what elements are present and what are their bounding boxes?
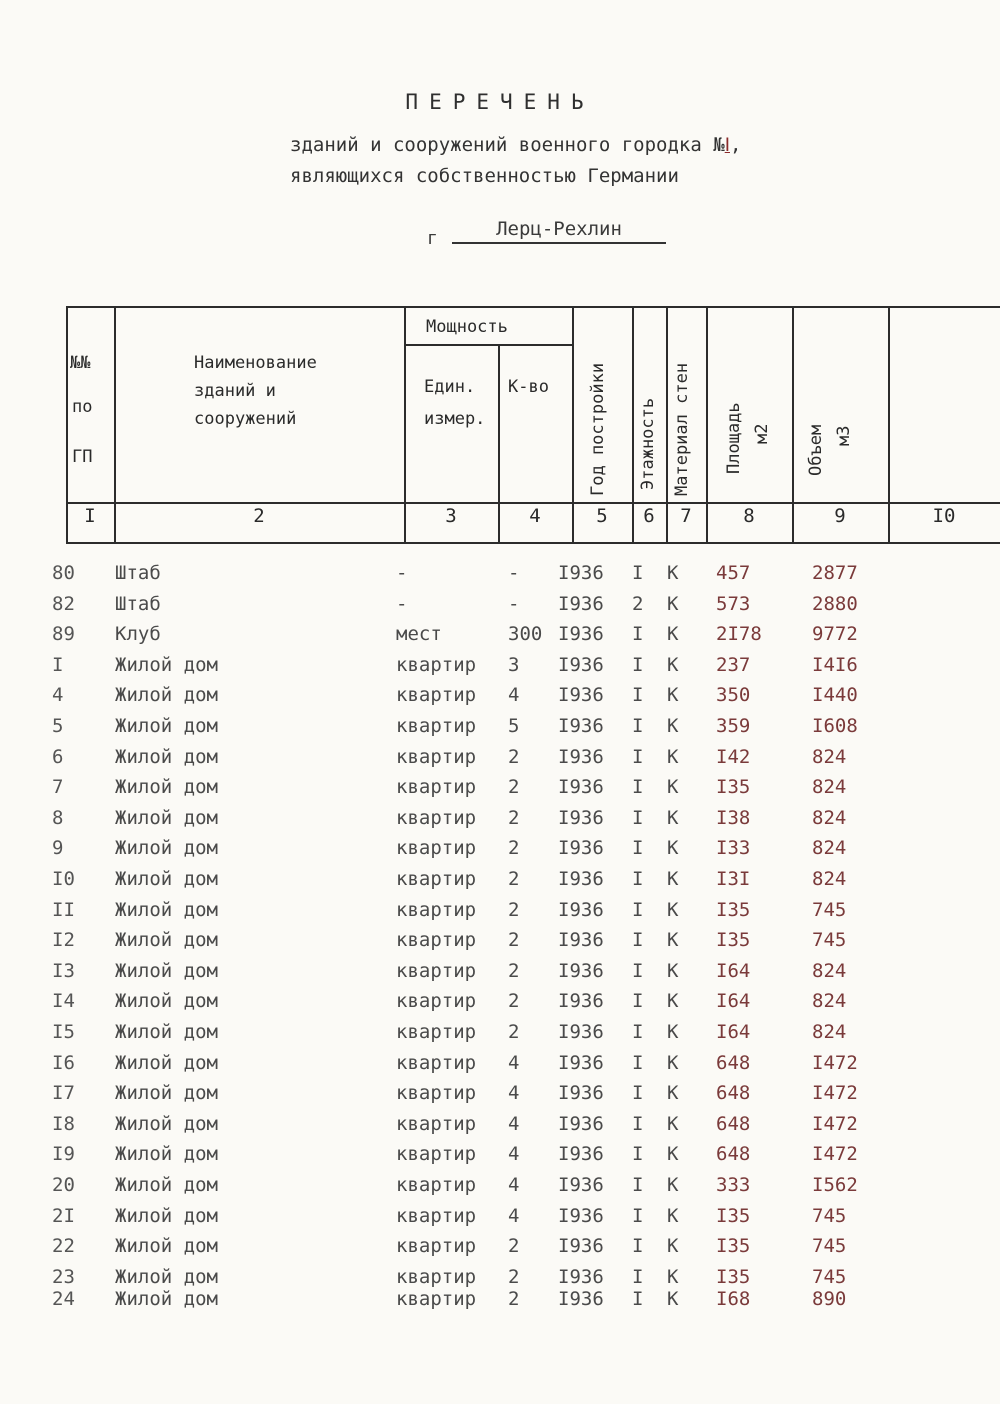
build-year: I936 bbox=[558, 837, 604, 860]
build-year: I936 bbox=[558, 868, 604, 890]
table-row bbox=[0, 1082, 1000, 1112]
area-m2: 333 bbox=[716, 1174, 751, 1196]
floors: I bbox=[632, 1082, 644, 1105]
building-name: Жилой дом bbox=[115, 684, 218, 707]
col-name-label-2: зданий и bbox=[194, 381, 276, 401]
quantity: 4 bbox=[508, 1174, 520, 1196]
building-name: Штаб bbox=[115, 592, 161, 615]
quantity: 2 bbox=[508, 776, 520, 799]
building-name: Штаб bbox=[115, 562, 161, 584]
unit-of-measure: мест bbox=[396, 623, 442, 646]
floors: I bbox=[632, 776, 644, 799]
table-row bbox=[0, 593, 1000, 623]
building-name: Жилой дом bbox=[115, 837, 218, 860]
area-m2: I64 bbox=[716, 1021, 751, 1043]
subtitle-text: зданий и сооружений военного городка № bbox=[290, 134, 725, 156]
floors: I bbox=[632, 1204, 644, 1227]
col-number: 6 bbox=[643, 505, 655, 527]
building-name: Жилой дом bbox=[115, 1204, 218, 1227]
building-name: Жилой дом bbox=[115, 1174, 218, 1196]
unit-of-measure: квартир bbox=[396, 806, 477, 829]
col-unit-label-1: Един. bbox=[424, 377, 476, 397]
col-name-label-3: сооружений bbox=[194, 409, 297, 429]
floors: I bbox=[632, 929, 644, 952]
col-name-label-1: Наименование bbox=[194, 353, 317, 373]
wall-material: К bbox=[667, 1051, 679, 1074]
building-name: Жилой дом bbox=[115, 715, 218, 737]
wall-material: К bbox=[667, 592, 679, 615]
table-row bbox=[0, 562, 1000, 592]
row-number: I7 bbox=[52, 1082, 75, 1105]
build-year: I936 bbox=[558, 1204, 604, 1227]
quantity: 4 bbox=[508, 1051, 520, 1074]
table-row bbox=[0, 1235, 1000, 1265]
build-year: I936 bbox=[558, 806, 604, 829]
unit-of-measure: квартир bbox=[396, 1112, 477, 1135]
volume-m3: 824 bbox=[812, 837, 847, 860]
header-bottom-line bbox=[66, 542, 1000, 544]
quantity: 4 bbox=[508, 684, 520, 707]
row-number: 9 bbox=[52, 837, 64, 860]
build-year: I936 bbox=[558, 1174, 604, 1196]
building-name: Жилой дом bbox=[115, 653, 218, 676]
area-m2: I35 bbox=[716, 1235, 751, 1258]
floors: I bbox=[632, 653, 644, 676]
row-number: I6 bbox=[52, 1051, 75, 1074]
wall-material: К bbox=[667, 898, 679, 921]
col-volume-label-2: м3 bbox=[834, 425, 854, 446]
table-row bbox=[0, 776, 1000, 806]
row-number: 24 bbox=[52, 1288, 75, 1311]
unit-of-measure: квартир bbox=[396, 745, 477, 768]
quantity: 4 bbox=[508, 1204, 520, 1227]
wall-material: К bbox=[667, 868, 679, 890]
wall-material: К bbox=[667, 1082, 679, 1105]
quantity: 300 bbox=[508, 623, 543, 646]
col-number: I0 bbox=[932, 505, 956, 527]
build-year: I936 bbox=[558, 623, 604, 646]
row-number: 82 bbox=[52, 592, 75, 615]
town-number: I bbox=[724, 135, 730, 156]
building-name: Жилой дом bbox=[115, 1143, 218, 1166]
wall-material: К bbox=[667, 1265, 679, 1288]
volume-m3: 890 bbox=[812, 1288, 847, 1311]
row-number: 23 bbox=[52, 1265, 75, 1288]
col-number: 4 bbox=[529, 505, 541, 527]
unit-of-measure: - bbox=[396, 592, 408, 615]
build-year: I936 bbox=[558, 1112, 604, 1135]
floors: 2 bbox=[632, 592, 644, 615]
area-m2: I64 bbox=[716, 959, 751, 982]
unit-of-measure: квартир bbox=[396, 1288, 477, 1311]
unit-of-measure: квартир bbox=[396, 837, 477, 860]
row-number: I4 bbox=[52, 990, 75, 1013]
unit-of-measure: квартир bbox=[396, 868, 477, 890]
volume-m3: I608 bbox=[812, 715, 858, 737]
area-m2: I35 bbox=[716, 776, 751, 799]
unit-of-measure: квартир bbox=[396, 1174, 477, 1196]
city-prefix: г bbox=[427, 228, 438, 249]
volume-m3: 745 bbox=[812, 1204, 847, 1227]
table-row bbox=[0, 929, 1000, 959]
area-m2: I35 bbox=[716, 1265, 751, 1288]
table-row bbox=[0, 715, 1000, 745]
quantity: 2 bbox=[508, 837, 520, 860]
volume-m3: I562 bbox=[812, 1174, 858, 1196]
col-no-label-1: №№ bbox=[70, 353, 91, 373]
build-year: I936 bbox=[558, 1082, 604, 1105]
area-m2: 648 bbox=[716, 1051, 751, 1074]
build-year: I936 bbox=[558, 715, 604, 737]
quantity: - bbox=[508, 592, 520, 615]
wall-material: К bbox=[667, 990, 679, 1013]
wall-material: К bbox=[667, 1235, 679, 1258]
table-row bbox=[0, 1143, 1000, 1173]
floors: I bbox=[632, 1112, 644, 1135]
quantity: 2 bbox=[508, 898, 520, 921]
floors: I bbox=[632, 1051, 644, 1074]
unit-of-measure: квартир bbox=[396, 1082, 477, 1105]
floors: I bbox=[632, 1288, 644, 1311]
build-year: I936 bbox=[558, 745, 604, 768]
table-row bbox=[0, 990, 1000, 1020]
area-m2: 457 bbox=[716, 562, 751, 584]
building-name: Жилой дом bbox=[115, 959, 218, 982]
row-number: I3 bbox=[52, 959, 75, 982]
building-name: Жилой дом bbox=[115, 806, 218, 829]
col-number: 8 bbox=[743, 505, 755, 527]
floors: I bbox=[632, 715, 644, 737]
area-m2: I33 bbox=[716, 837, 751, 860]
col-floors-label: Этажность bbox=[638, 397, 658, 490]
floors: I bbox=[632, 1174, 644, 1196]
wall-material: К bbox=[667, 684, 679, 707]
wall-material: К bbox=[667, 1143, 679, 1166]
col-area-label-1: Площадь bbox=[724, 402, 744, 474]
row-number: 80 bbox=[52, 562, 75, 584]
floors: I bbox=[632, 623, 644, 646]
floors: I bbox=[632, 1021, 644, 1043]
building-name: Жилой дом bbox=[115, 1051, 218, 1074]
quantity: 4 bbox=[508, 1112, 520, 1135]
wall-material: К bbox=[667, 776, 679, 799]
col-no-label-3: ГП bbox=[72, 447, 93, 467]
area-m2: I64 bbox=[716, 990, 751, 1013]
volume-m3: 824 bbox=[812, 776, 847, 799]
table-row bbox=[0, 623, 1000, 653]
floors: I bbox=[632, 837, 644, 860]
quantity: 3 bbox=[508, 653, 520, 676]
unit-of-measure: квартир bbox=[396, 898, 477, 921]
building-name: Жилой дом bbox=[115, 929, 218, 952]
volume-m3: 824 bbox=[812, 1021, 847, 1043]
building-name: Жилой дом bbox=[115, 898, 218, 921]
wall-material: К bbox=[667, 1288, 679, 1311]
wall-material: К bbox=[667, 623, 679, 646]
col-area-label-2: м2 bbox=[752, 423, 772, 444]
wall-material: К bbox=[667, 1112, 679, 1135]
unit-of-measure: квартир bbox=[396, 959, 477, 982]
build-year: I936 bbox=[558, 898, 604, 921]
unit-of-measure: квартир bbox=[396, 653, 477, 676]
row-number: 6 bbox=[52, 745, 64, 768]
row-number: 8 bbox=[52, 806, 64, 829]
col-volume-label-1: Объем bbox=[806, 424, 826, 476]
area-m2: 648 bbox=[716, 1082, 751, 1105]
building-name: Жилой дом bbox=[115, 745, 218, 768]
row-number: I0 bbox=[52, 868, 75, 890]
unit-of-measure: квартир bbox=[396, 715, 477, 737]
table-row bbox=[0, 837, 1000, 867]
row-number: 5 bbox=[52, 715, 64, 737]
volume-m3: I472 bbox=[812, 1051, 858, 1074]
row-number: 22 bbox=[52, 1235, 75, 1258]
row-number: 7 bbox=[52, 776, 64, 799]
row-number: 4 bbox=[52, 684, 64, 707]
table-row bbox=[0, 654, 1000, 684]
building-name: Жилой дом bbox=[115, 776, 218, 799]
unit-of-measure: квартир bbox=[396, 1021, 477, 1043]
volume-m3: I4I6 bbox=[812, 653, 858, 676]
build-year: I936 bbox=[558, 776, 604, 799]
building-name: Жилой дом bbox=[115, 1021, 218, 1043]
unit-of-measure: квартир bbox=[396, 1235, 477, 1258]
floors: I bbox=[632, 806, 644, 829]
col-number: 5 bbox=[596, 505, 608, 527]
building-name: Жилой дом bbox=[115, 990, 218, 1013]
col-year-label: Год постройки bbox=[588, 362, 608, 496]
table-row bbox=[0, 1052, 1000, 1082]
floors: I bbox=[632, 898, 644, 921]
floors: I bbox=[632, 990, 644, 1013]
build-year: I936 bbox=[558, 990, 604, 1013]
quantity: 2 bbox=[508, 868, 520, 890]
col-number: 3 bbox=[445, 505, 457, 527]
build-year: I936 bbox=[558, 1021, 604, 1043]
row-number: I5 bbox=[52, 1021, 75, 1043]
row-number: 89 bbox=[52, 623, 75, 646]
quantity: 2 bbox=[508, 1265, 520, 1288]
city-name: Лерц-Рехлин bbox=[452, 218, 666, 244]
col-power-label: Мощность bbox=[426, 317, 508, 337]
wall-material: К bbox=[667, 806, 679, 829]
quantity: 2 bbox=[508, 806, 520, 829]
unit-of-measure: квартир bbox=[396, 776, 477, 799]
floors: I bbox=[632, 562, 644, 584]
building-name: Клуб bbox=[115, 623, 161, 646]
volume-m3: I440 bbox=[812, 684, 858, 707]
area-m2: I38 bbox=[716, 806, 751, 829]
unit-of-measure: квартир bbox=[396, 1143, 477, 1166]
quantity: 2 bbox=[508, 745, 520, 768]
floors: I bbox=[632, 1143, 644, 1166]
wall-material: К bbox=[667, 715, 679, 737]
building-name: Жилой дом bbox=[115, 868, 218, 890]
table-row bbox=[0, 899, 1000, 929]
subtitle-line-1 bbox=[290, 134, 741, 157]
table-row bbox=[0, 807, 1000, 837]
wall-material: К bbox=[667, 837, 679, 860]
building-name: Жилой дом bbox=[115, 1082, 218, 1105]
volume-m3: 2877 bbox=[812, 562, 858, 584]
table-row bbox=[0, 960, 1000, 990]
build-year: I936 bbox=[558, 592, 604, 615]
floors: I bbox=[632, 1265, 644, 1288]
wall-material: К bbox=[667, 1021, 679, 1043]
volume-m3: 824 bbox=[812, 868, 847, 890]
unit-of-measure: - bbox=[396, 562, 408, 584]
wall-material: К bbox=[667, 562, 679, 584]
quantity: 4 bbox=[508, 1082, 520, 1105]
volume-m3: I472 bbox=[812, 1082, 858, 1105]
col-material-label: Материал стен bbox=[672, 362, 692, 496]
table-row bbox=[0, 1113, 1000, 1143]
build-year: I936 bbox=[558, 1265, 604, 1288]
volume-m3: 9772 bbox=[812, 623, 858, 646]
area-m2: 648 bbox=[716, 1143, 751, 1166]
area-m2: I42 bbox=[716, 745, 751, 768]
floors: I bbox=[632, 684, 644, 707]
floors: I bbox=[632, 959, 644, 982]
volume-m3: I472 bbox=[812, 1112, 858, 1135]
table-row bbox=[0, 684, 1000, 714]
col-number: 9 bbox=[834, 505, 846, 527]
unit-of-measure: квартир bbox=[396, 990, 477, 1013]
quantity: 2 bbox=[508, 1021, 520, 1043]
area-m2: 350 bbox=[716, 684, 751, 707]
table-row bbox=[0, 746, 1000, 776]
table-row bbox=[0, 1021, 1000, 1051]
build-year: I936 bbox=[558, 1051, 604, 1074]
volume-m3: 2880 bbox=[812, 592, 858, 615]
quantity: 4 bbox=[508, 1143, 520, 1166]
volume-m3: 745 bbox=[812, 1265, 847, 1288]
row-number: I2 bbox=[52, 929, 75, 952]
area-m2: I35 bbox=[716, 1204, 751, 1227]
build-year: I936 bbox=[558, 1143, 604, 1166]
build-year: I936 bbox=[558, 929, 604, 952]
row-number: I8 bbox=[52, 1112, 75, 1135]
quantity: 2 bbox=[508, 1288, 520, 1311]
table-row bbox=[0, 1288, 1000, 1318]
unit-of-measure: квартир bbox=[396, 1051, 477, 1074]
building-name: Жилой дом bbox=[115, 1112, 218, 1135]
row-number: 2I bbox=[52, 1204, 75, 1227]
document-title: ПЕРЕЧЕНЬ bbox=[405, 90, 595, 114]
table-row bbox=[0, 868, 1000, 898]
row-number: 20 bbox=[52, 1174, 75, 1196]
col-number: 7 bbox=[680, 505, 692, 527]
area-m2: 359 bbox=[716, 715, 751, 737]
quantity: 2 bbox=[508, 959, 520, 982]
volume-m3: I472 bbox=[812, 1143, 858, 1166]
volume-m3: 824 bbox=[812, 745, 847, 768]
header-top-line bbox=[66, 306, 1000, 308]
area-m2: 2I78 bbox=[716, 623, 762, 646]
building-name: Жилой дом bbox=[115, 1265, 218, 1288]
volume-m3: 745 bbox=[812, 929, 847, 952]
quantity: 2 bbox=[508, 929, 520, 952]
wall-material: К bbox=[667, 959, 679, 982]
floors: I bbox=[632, 868, 644, 890]
area-m2: I35 bbox=[716, 929, 751, 952]
build-year: I936 bbox=[558, 562, 604, 584]
col-number: I bbox=[84, 505, 96, 527]
area-m2: 237 bbox=[716, 653, 751, 676]
wall-material: К bbox=[667, 1204, 679, 1227]
unit-of-measure: квартир bbox=[396, 684, 477, 707]
quantity: - bbox=[508, 562, 520, 584]
header-mid-line bbox=[66, 502, 1000, 504]
wall-material: К bbox=[667, 929, 679, 952]
power-sub-line bbox=[404, 344, 574, 346]
quantity: 2 bbox=[508, 1235, 520, 1258]
building-name: Жилой дом bbox=[115, 1235, 218, 1258]
build-year: I936 bbox=[558, 653, 604, 676]
volume-m3: 824 bbox=[812, 959, 847, 982]
build-year: I936 bbox=[558, 959, 604, 982]
unit-of-measure: квартир bbox=[396, 1265, 477, 1288]
volume-m3: 824 bbox=[812, 806, 847, 829]
wall-material: К bbox=[667, 745, 679, 768]
col-no-label-2: по bbox=[72, 397, 93, 417]
area-m2: 573 bbox=[716, 592, 751, 615]
build-year: I936 bbox=[558, 684, 604, 707]
col-unit-label-2: измер. bbox=[424, 409, 486, 429]
wall-material: К bbox=[667, 1174, 679, 1196]
volume-m3: 824 bbox=[812, 990, 847, 1013]
build-year: I936 bbox=[558, 1235, 604, 1258]
quantity: 2 bbox=[508, 990, 520, 1013]
row-number: I bbox=[52, 653, 64, 676]
area-m2: I3I bbox=[716, 868, 751, 890]
row-number: I9 bbox=[52, 1143, 75, 1166]
area-m2: 648 bbox=[716, 1112, 751, 1135]
quantity: 5 bbox=[508, 715, 520, 737]
table-row bbox=[0, 1174, 1000, 1204]
table-row bbox=[0, 1205, 1000, 1235]
volume-m3: 745 bbox=[812, 1235, 847, 1258]
unit-of-measure: квартир bbox=[396, 1204, 477, 1227]
build-year: I936 bbox=[558, 1288, 604, 1311]
volume-m3: 745 bbox=[812, 898, 847, 921]
wall-material: К bbox=[667, 653, 679, 676]
floors: I bbox=[632, 1235, 644, 1258]
building-name: Жилой дом bbox=[115, 1288, 218, 1311]
row-number: II bbox=[52, 898, 75, 921]
unit-of-measure: квартир bbox=[396, 929, 477, 952]
subtitle-comma: , bbox=[729, 134, 742, 156]
subtitle-line-2: являющихся собственностью Германии bbox=[290, 165, 679, 187]
col-qty-label: К-во bbox=[508, 377, 549, 397]
area-m2: I68 bbox=[716, 1288, 751, 1311]
col-number: 2 bbox=[253, 505, 265, 527]
area-m2: I35 bbox=[716, 898, 751, 921]
floors: I bbox=[632, 745, 644, 768]
